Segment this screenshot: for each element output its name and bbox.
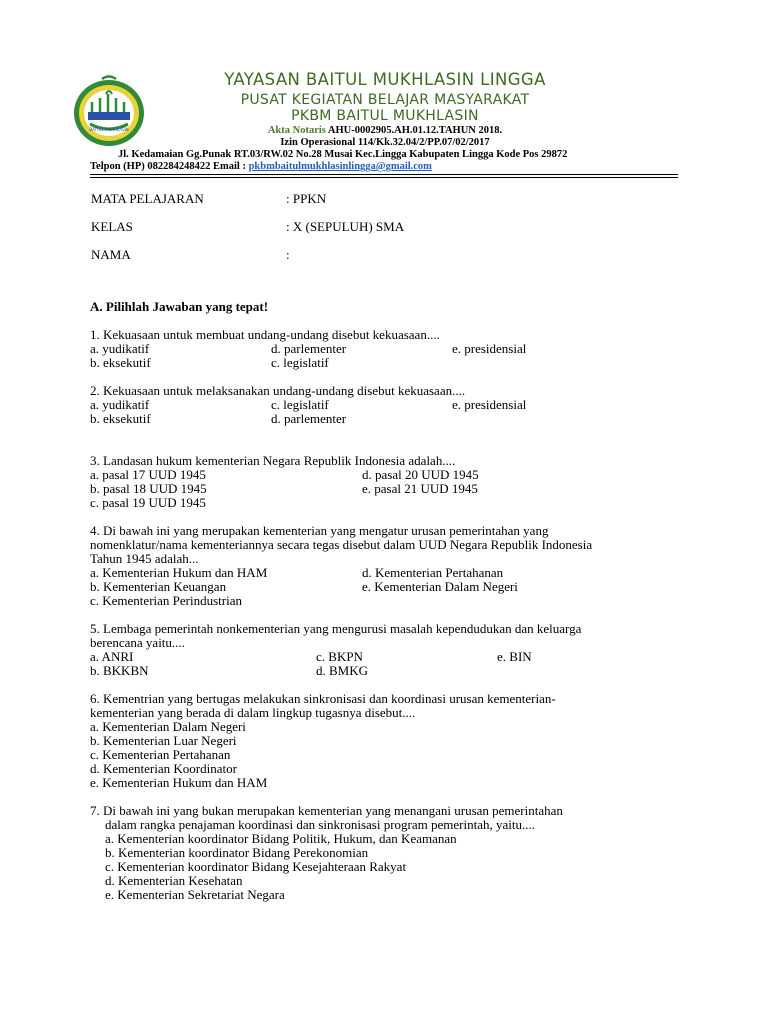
org-name: YAYASAN BAITUL MUKHLASIN LINGGA [224, 70, 546, 89]
question-text: 5. Lembaga pemerintah nonkementerian yang mengurusi masalah kependudukan dan keluarga [90, 621, 582, 636]
option: a. ANRI [90, 649, 134, 664]
field-value: : X (SEPULUH) SMA [286, 219, 405, 234]
option: d. BMKG [316, 663, 369, 678]
section-title: A. Pilihlah Jawaban yang tepat! [90, 299, 269, 314]
question-text: berencana yaitu.... [90, 635, 185, 650]
option: c. BKPN [316, 649, 363, 664]
field-label: NAMA [91, 247, 131, 262]
field-subject [91, 191, 327, 207]
field-value: : [286, 247, 290, 262]
option: d. Kementerian Pertahanan [362, 565, 504, 580]
option: a. Kementerian koordinator Bidang Politik, Hukum, dan Keamanan [105, 831, 457, 846]
option: c. Kementerian koordinator Bidang Kesejahteraan Rakyat [105, 859, 407, 874]
option: d. parlementer [271, 411, 347, 426]
address-line: Jl. Kedamaian Gg.Punak RT.03/RW.02 No.28 Musai Kec.Lingga Kabupaten Lingga Kode Pos 29872 [118, 149, 568, 160]
question-body [90, 300, 710, 916]
question-1 [90, 328, 710, 370]
option: e. presidensial [452, 397, 527, 412]
contact-line [90, 161, 432, 172]
question-text: nomenklatur/nama kementeriannya secara tegas disebut dalam UUD Negara Republik Indonesia [90, 537, 593, 552]
option: d. parlementer [271, 341, 347, 356]
option: b. Kementerian Luar Negeri [90, 733, 237, 748]
option: a. Kementerian Dalam Negeri [90, 719, 246, 734]
question-text: 2. Kekuasaan untuk melaksanakan undang-undang disebut kekuasaan.... [90, 383, 466, 398]
notary-label: Akta Notaris [267, 125, 326, 136]
option: b. BKKBN [90, 663, 149, 678]
option: b. pasal 18 UUD 1945 [90, 481, 207, 496]
field-label: MATA PELAJARAN [91, 191, 204, 206]
field-label: KELAS [91, 219, 133, 234]
question-2 [90, 384, 710, 426]
option: c. legislatif [271, 397, 329, 412]
option: b. Kementerian Keuangan [90, 579, 227, 594]
option: e. Kementerian Dalam Negeri [362, 579, 518, 594]
option: a. yudikatif [90, 341, 150, 356]
notary-line: Akta Notaris AHU-0002905.AH.01.12.TAHUN 2018. [267, 125, 503, 136]
option: c. legislatif [271, 355, 329, 370]
field-value: : PPKN [286, 191, 327, 206]
email-link[interactable]: pkbmbaitulmukhlasinlingga@gmail.com [248, 161, 432, 172]
option: b. eksekutif [90, 355, 151, 370]
option: c. Kementerian Pertahanan [90, 747, 231, 762]
option: a. Kementerian Hukum dan HAM [90, 565, 268, 580]
option: e. pasal 21 UUD 1945 [362, 481, 478, 496]
option: e. presidensial [452, 341, 527, 356]
notary-value: AHU-0002905.AH.01.12.TAHUN 2018 [327, 125, 500, 136]
field-class [91, 219, 405, 235]
logo-text: BAITUL MUKHLASIN [89, 127, 129, 132]
option: d. Kementerian Kesehatan [105, 873, 243, 888]
field-name [91, 247, 290, 263]
question-text: Tahun 1945 adalah... [90, 551, 199, 566]
option: a. yudikatif [90, 397, 150, 412]
question-text: 1. Kekuasaan untuk membuat undang-undang disebut kekuasaan.... [90, 327, 440, 342]
question-text: dalam rangka penajaman koordinasi dan sinkronisasi program pemerintah, yaitu.... [105, 817, 535, 832]
question-5 [90, 622, 710, 678]
question-text: kementerian yang berada di dalam lingkup tugasnya disebut.... [90, 705, 416, 720]
question-3 [90, 454, 710, 510]
header-rule-thin [90, 177, 678, 178]
question-6 [90, 692, 710, 790]
org-unit: PKBM BAITUL MUKHLASIN [291, 108, 479, 124]
question-text: 4. Di bawah ini yang merupakan kementerian yang mengatur urusan pemerintahan yang [90, 523, 549, 538]
permit-line: Izin Operasional 114/Kk.32.04/2/PP.07/02/2017 [280, 137, 490, 148]
org-subtitle: PUSAT KEGIATAN BELAJAR MASYARAKAT [240, 92, 530, 108]
option: d. pasal 20 UUD 1945 [362, 467, 479, 482]
option: b. Kementerian koordinator Bidang Perekonomian [105, 845, 369, 860]
option: e. BIN [497, 649, 532, 664]
option: c. Kementerian Perindustrian [90, 593, 242, 608]
header-rule [90, 174, 678, 175]
option: a. pasal 17 UUD 1945 [90, 467, 206, 482]
option: e. Kementerian Hukum dan HAM [90, 775, 268, 790]
question-7 [90, 804, 710, 902]
question-text: 6. Kementrian yang bertugas melakukan sinkronisasi dan koordinasi urusan kementerian- [90, 691, 556, 706]
option: c. pasal 19 UUD 1945 [90, 495, 206, 510]
option: d. Kementerian Koordinator [90, 761, 237, 776]
phone-label: Telpon (HP) 082284248422 Email : [90, 161, 246, 172]
option: b. eksekutif [90, 411, 151, 426]
question-text: 7. Di bawah ini yang bukan merupakan kementerian yang menangani urusan pemerintahan [90, 803, 563, 818]
question-4 [90, 524, 710, 608]
question-text: 3. Landasan hukum kementerian Negara Republik Indonesia adalah.... [90, 453, 456, 468]
option: e. Kementerian Sekretariat Negara [105, 887, 285, 902]
